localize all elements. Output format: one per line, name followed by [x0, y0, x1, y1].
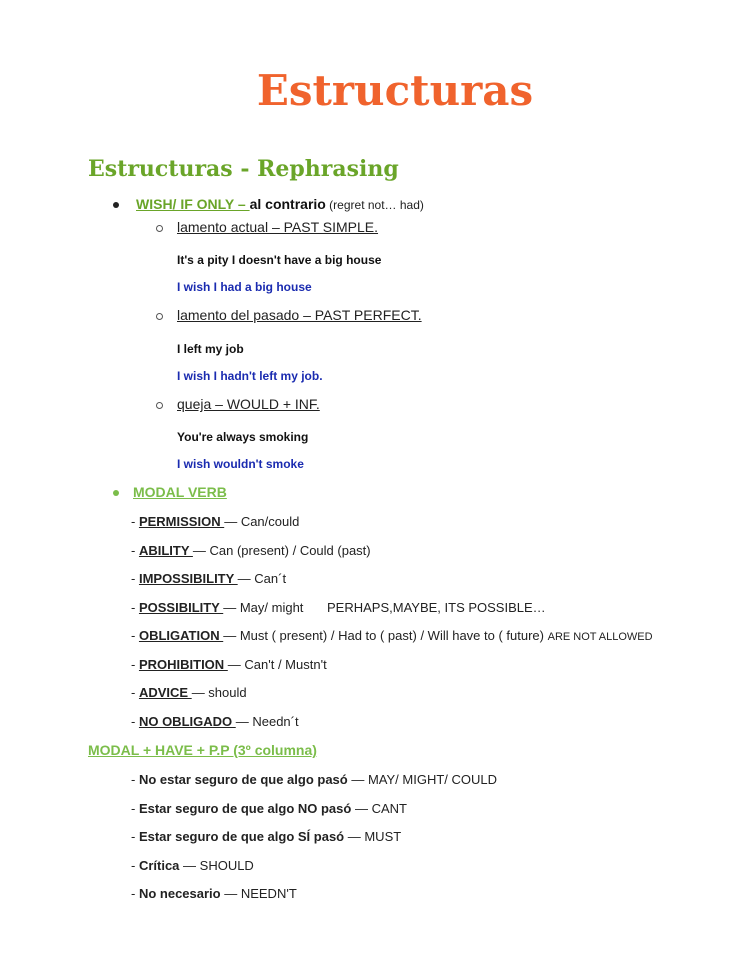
wish-item-1: lamento actual – PAST SIMPLE.	[177, 219, 379, 235]
section-heading: Estructuras - Rephrasing	[88, 156, 399, 182]
wish-bold: al contrario	[249, 196, 326, 212]
wish-bullet	[136, 196, 424, 214]
modal-have-item: - Estar seguro de que algo NO pasó — CANT	[131, 801, 407, 816]
modal-item: - IMPOSSIBILITY — Can´t	[131, 571, 287, 586]
wish-answer-3: I wish wouldn't smoke	[177, 457, 304, 471]
modal-item: - PERMISSION — Can/could	[131, 514, 300, 529]
wish-example-2: I left my job	[177, 342, 244, 356]
wish-answer-1: I wish I had a big house	[177, 280, 312, 294]
modal-verb-label: MODAL VERB	[133, 484, 227, 500]
bullet-circle-icon	[156, 313, 163, 320]
bullet-dot-icon	[113, 202, 119, 208]
modal-have-item: - No estar seguro de que algo pasó — MAY/ MIGHT/ COULD	[131, 772, 497, 787]
document-title: Estructuras	[256, 66, 534, 115]
modal-have-item: - Crítica — SHOULD	[131, 858, 254, 873]
wish-example-3: You're always smoking	[177, 430, 309, 444]
modal-have-item: - No necesario — NEEDN'T	[131, 886, 297, 901]
wish-label: WISH/ IF ONLY –	[136, 196, 250, 212]
wish-item-2: lamento del pasado – PAST PERFECT.	[177, 307, 422, 323]
modal-item-extra: PERHAPS,MAYBE, ITS POSSIBLE…	[327, 600, 546, 615]
wish-example-1: It's a pity I doesn't have a big house	[177, 253, 382, 267]
wish-note: (regret not… had)	[325, 198, 424, 212]
wish-answer-2: I wish I hadn't left my job.	[177, 369, 323, 383]
modal-have-label: MODAL + HAVE + P.P (3º columna)	[88, 742, 317, 758]
modal-have-item: - Estar seguro de que algo SÍ pasó — MUST	[131, 829, 402, 844]
bullet-dot-icon	[113, 490, 119, 496]
bullet-circle-icon	[156, 225, 163, 232]
modal-item: - POSSIBILITY — May/ might	[131, 600, 304, 615]
wish-item-3: queja – WOULD + INF.	[177, 396, 320, 412]
modal-item: - OBLIGATION — Must ( present) / Had to ( past) / Will have to ( future) ARE NOT ALLOWED	[131, 628, 653, 643]
modal-item: - ADVICE — should	[131, 685, 247, 700]
modal-item: - PROHIBITION — Can't / Mustn't	[131, 657, 327, 672]
bullet-circle-icon	[156, 402, 163, 409]
modal-item: - NO OBLIGADO — Needn´t	[131, 714, 299, 729]
modal-item: - ABILITY — Can (present) / Could (past)	[131, 543, 371, 558]
